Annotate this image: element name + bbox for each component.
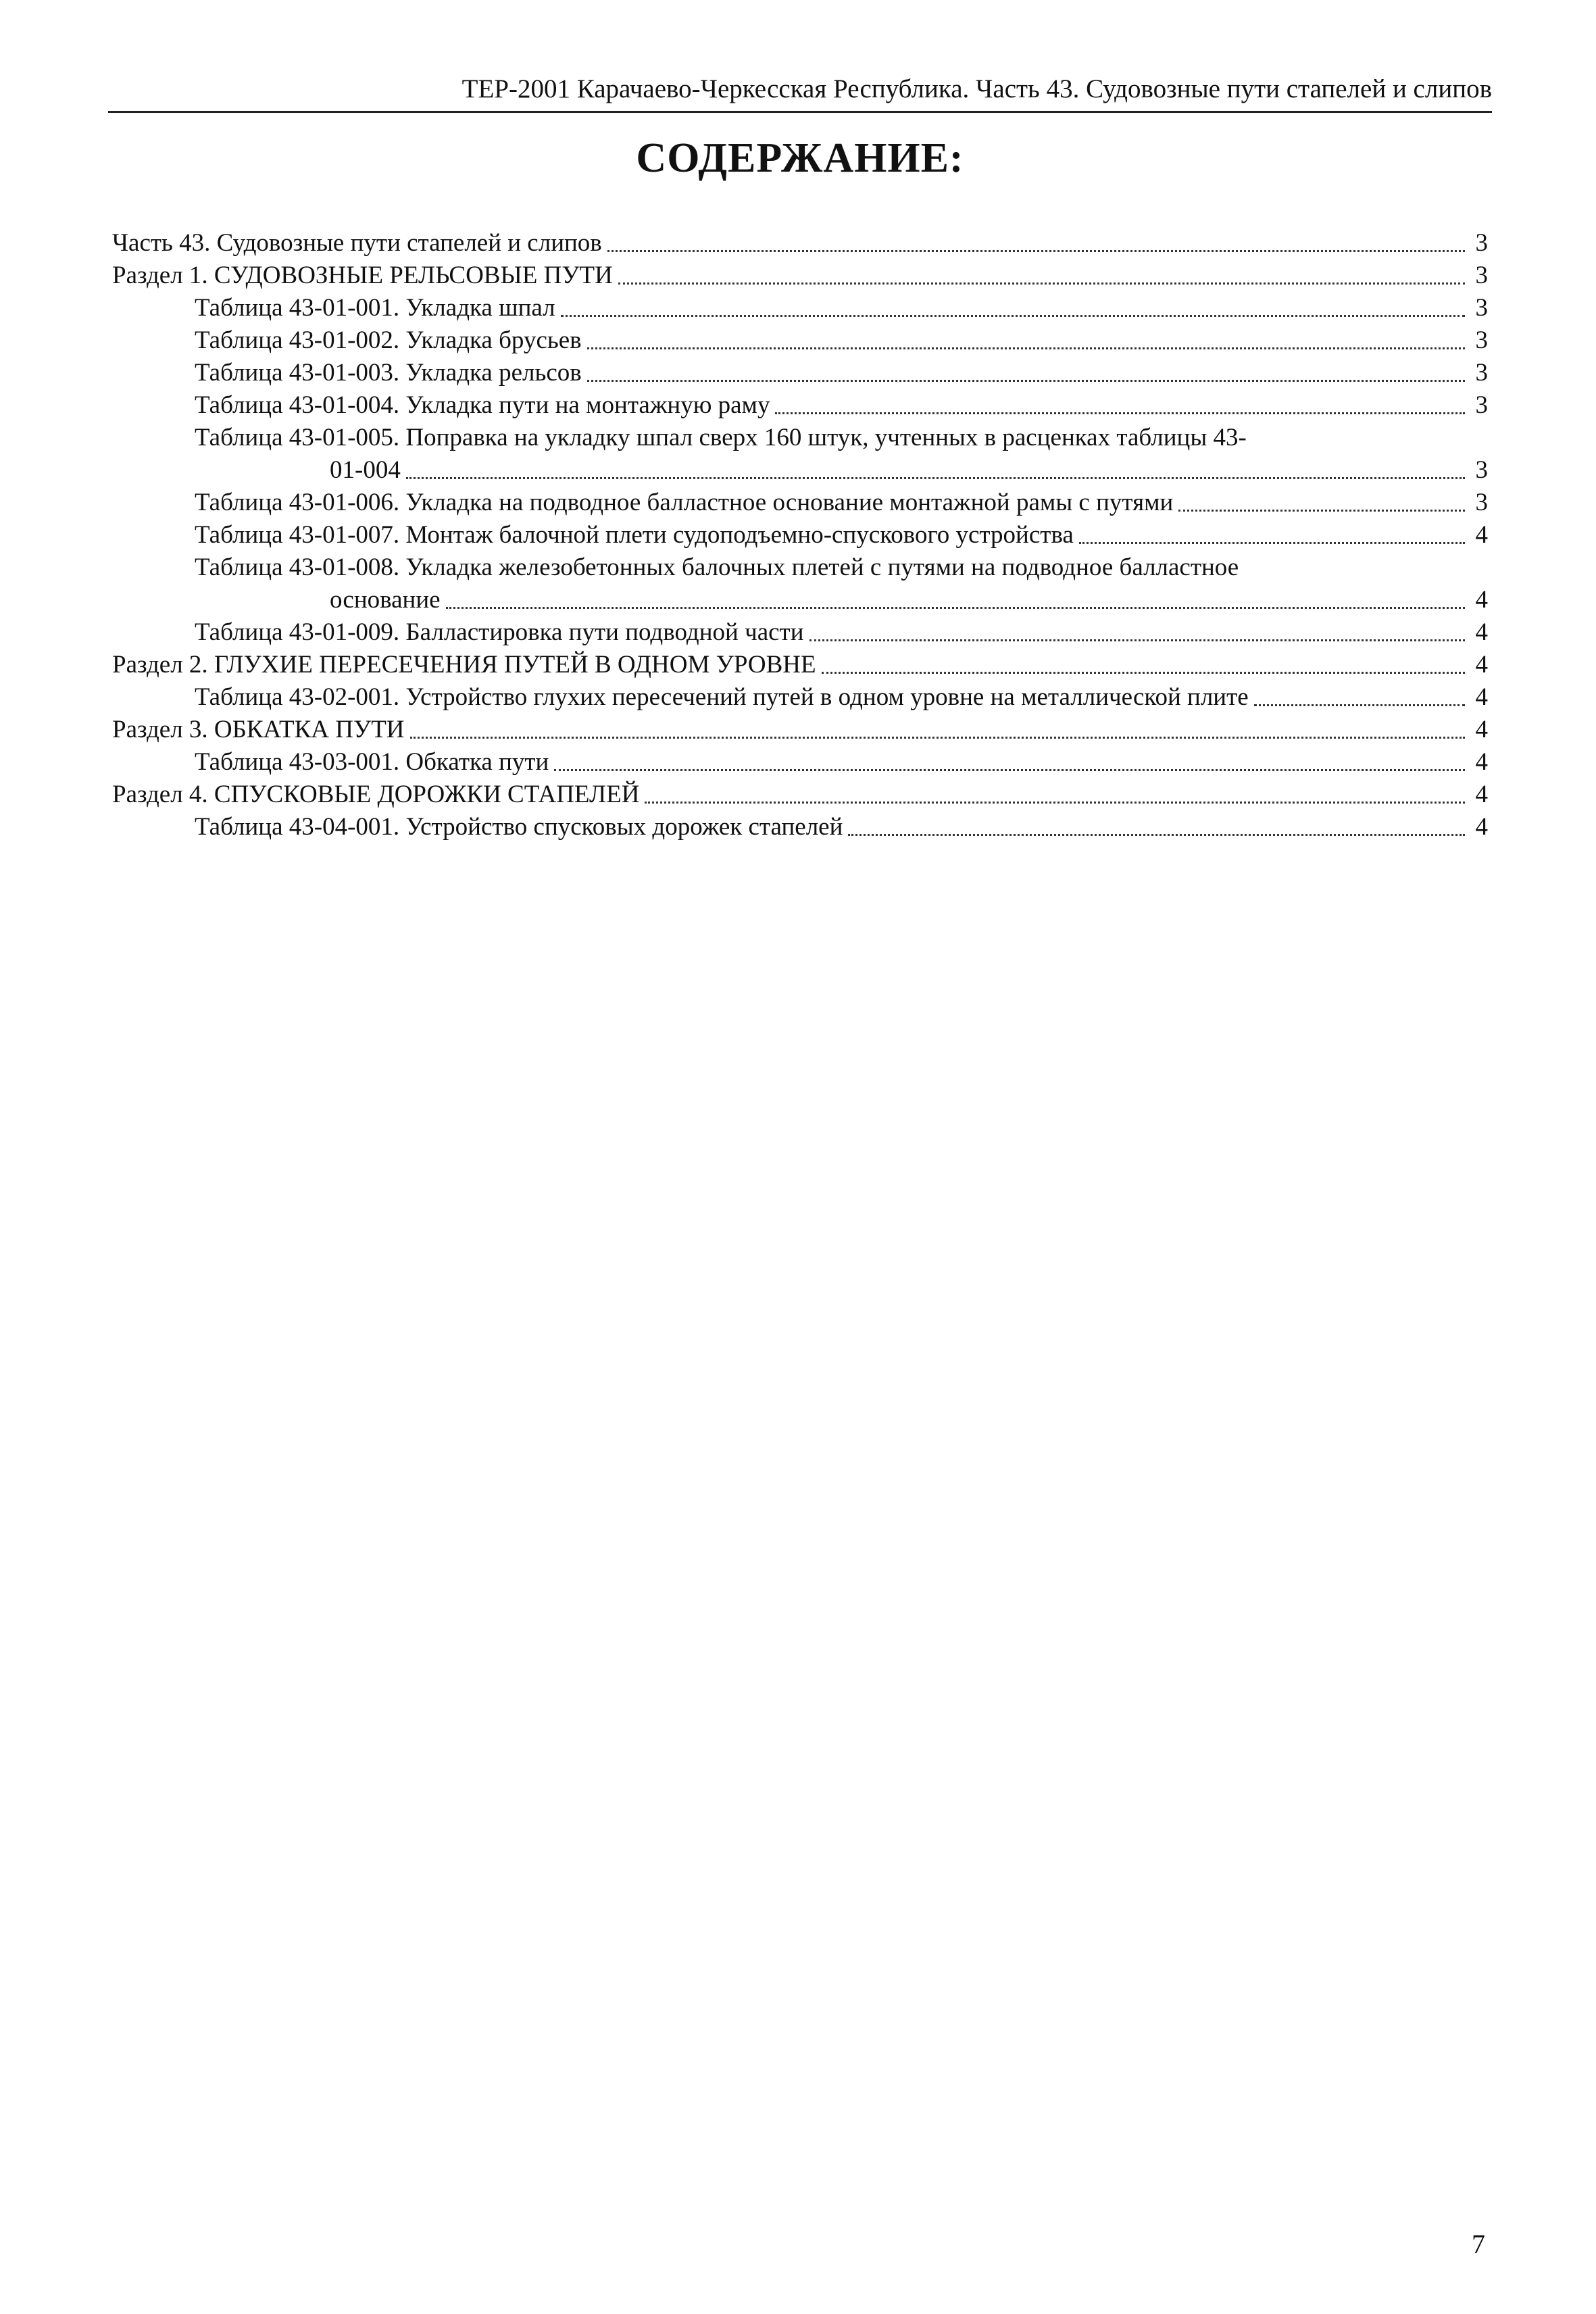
toc-dot-leader bbox=[587, 380, 1465, 382]
toc-page-number: 4 bbox=[1475, 586, 1488, 614]
toc-dot-leader bbox=[1079, 542, 1465, 544]
toc-line bbox=[195, 519, 1488, 551]
toc-page-number: 4 bbox=[1475, 618, 1488, 646]
toc-line bbox=[195, 454, 1488, 487]
toc-page-number: 3 bbox=[1475, 294, 1488, 322]
toc-entry-text: Таблица 43-01-001. Укладка шпал bbox=[195, 294, 555, 322]
toc-dot-leader bbox=[410, 737, 1465, 739]
toc-line bbox=[112, 260, 1488, 292]
toc-entry-text: Таблица 43-01-009. Балластировка пути подводной части bbox=[195, 618, 804, 646]
toc-line bbox=[112, 779, 1488, 811]
toc-dot-leader bbox=[848, 834, 1465, 836]
toc-dot-leader bbox=[1178, 510, 1465, 512]
toc-line bbox=[112, 649, 1488, 681]
toc-entry[interactable] bbox=[112, 779, 1488, 811]
toc-entry[interactable] bbox=[112, 519, 1488, 551]
toc-page-number: 3 bbox=[1475, 359, 1488, 387]
toc-entry-text: Часть 43. Судовозные пути стапелей и слипов bbox=[112, 229, 602, 257]
toc-line bbox=[112, 714, 1488, 746]
toc-line bbox=[195, 292, 1488, 324]
toc-entry[interactable] bbox=[112, 616, 1488, 649]
page-title: СОДЕРЖАНИЕ: bbox=[636, 135, 964, 181]
toc-entry-text: Таблица 43-01-007. Монтаж балочной плети судоподъемно-спускового устройства bbox=[195, 521, 1074, 549]
toc-dot-leader bbox=[618, 282, 1465, 285]
toc-dot-leader bbox=[809, 639, 1465, 641]
toc-dot-leader bbox=[1254, 704, 1465, 706]
toc-page-number: 3 bbox=[1475, 326, 1488, 354]
toc-page-number: 3 bbox=[1475, 262, 1488, 289]
toc-dot-leader bbox=[406, 477, 1465, 479]
toc-page-number: 4 bbox=[1475, 683, 1488, 711]
toc-dot-leader bbox=[446, 607, 1465, 609]
page-number: 7 bbox=[1472, 2229, 1485, 2259]
toc-entry[interactable] bbox=[112, 389, 1488, 422]
toc-entry[interactable] bbox=[112, 227, 1488, 260]
toc-entry[interactable] bbox=[112, 422, 1488, 487]
toc-entry-text: основание bbox=[330, 586, 441, 614]
toc-line bbox=[195, 487, 1488, 519]
toc-entry-text: Таблица 43-02-001. Устройство глухих пересечений путей в одном уровне на металлической плите bbox=[195, 683, 1249, 711]
toc-entry-text: Раздел 4. СПУСКОВЫЕ ДОРОЖКИ СТАПЕЛЕЙ bbox=[112, 781, 640, 808]
toc-dot-leader bbox=[775, 412, 1465, 414]
toc-entry[interactable] bbox=[112, 260, 1488, 292]
toc-entry-text: Таблица 43-03-001. Обкатка пути bbox=[195, 748, 549, 776]
toc-dot-leader bbox=[587, 347, 1465, 349]
toc-entry-text: Таблица 43-01-002. Укладка брусьев bbox=[195, 326, 582, 354]
header-divider bbox=[108, 111, 1492, 113]
toc-line bbox=[195, 324, 1488, 357]
toc-page-number: 3 bbox=[1475, 489, 1488, 516]
toc-entry[interactable] bbox=[112, 811, 1488, 843]
toc-entry-text: Таблица 43-01-003. Укладка рельсов bbox=[195, 359, 582, 387]
toc-line bbox=[195, 389, 1488, 422]
toc-entry[interactable] bbox=[112, 357, 1488, 389]
toc-entry-text: Раздел 3. ОБКАТКА ПУТИ bbox=[112, 716, 405, 743]
toc-dot-leader bbox=[554, 769, 1465, 771]
toc-entry[interactable] bbox=[112, 714, 1488, 746]
toc-line bbox=[195, 681, 1488, 714]
toc-page-number: 3 bbox=[1475, 391, 1488, 419]
toc-dot-leader bbox=[607, 250, 1465, 252]
toc-entry[interactable] bbox=[112, 551, 1488, 616]
toc-entry[interactable] bbox=[112, 292, 1488, 324]
toc-line bbox=[195, 584, 1488, 616]
toc-line bbox=[195, 616, 1488, 649]
table-of-contents bbox=[112, 227, 1488, 843]
toc-entry[interactable] bbox=[112, 649, 1488, 681]
toc-entry-text: Раздел 2. ГЛУХИЕ ПЕРЕСЕЧЕНИЯ ПУТЕЙ В ОДНОМ УРОВНЕ bbox=[112, 651, 816, 679]
toc-line bbox=[195, 357, 1488, 389]
toc-page-number: 3 bbox=[1475, 229, 1488, 257]
toc-entry-text: Таблица 43-01-006. Укладка на подводное балластное основание монтажной рамы с путями bbox=[195, 489, 1174, 516]
toc-entry-text: 01-004 bbox=[330, 456, 401, 484]
toc-entry-text-line1: Таблица 43-01-005. Поправка на укладку шпал сверх 160 штук, учтенных в расценках таблицы 43- bbox=[195, 424, 1247, 451]
toc-dot-leader bbox=[645, 802, 1465, 804]
toc-entry[interactable] bbox=[112, 487, 1488, 519]
toc-entry-text: Раздел 1. СУДОВОЗНЫЕ РЕЛЬСОВЫЕ ПУТИ bbox=[112, 262, 613, 289]
toc-line bbox=[112, 227, 1488, 260]
toc-page-number: 4 bbox=[1475, 716, 1488, 743]
toc-entry-text: Таблица 43-04-001. Устройство спусковых дорожек стапелей bbox=[195, 813, 843, 841]
toc-page-number: 4 bbox=[1475, 813, 1488, 841]
toc-entry[interactable] bbox=[112, 746, 1488, 779]
toc-page-number: 4 bbox=[1475, 651, 1488, 679]
toc-page-number: 4 bbox=[1475, 748, 1488, 776]
toc-entry[interactable] bbox=[112, 681, 1488, 714]
toc-entry-text: Таблица 43-01-004. Укладка пути на монтажную раму bbox=[195, 391, 770, 419]
toc-dot-leader bbox=[822, 672, 1465, 674]
running-header: ТЕР-2001 Карачаево-Черкесская Республика. Часть 43. Судовозные пути стапелей и слипов bbox=[462, 74, 1492, 103]
toc-line bbox=[195, 811, 1488, 843]
toc-dot-leader bbox=[561, 315, 1465, 317]
toc-page-number: 4 bbox=[1475, 781, 1488, 808]
toc-entry[interactable] bbox=[112, 324, 1488, 357]
toc-entry-text-line1: Таблица 43-01-008. Укладка железобетонных балочных плетей с путями на подводное балластное bbox=[195, 553, 1239, 581]
toc-line bbox=[195, 746, 1488, 779]
toc-page-number: 4 bbox=[1475, 521, 1488, 549]
toc-page-number: 3 bbox=[1475, 456, 1488, 484]
